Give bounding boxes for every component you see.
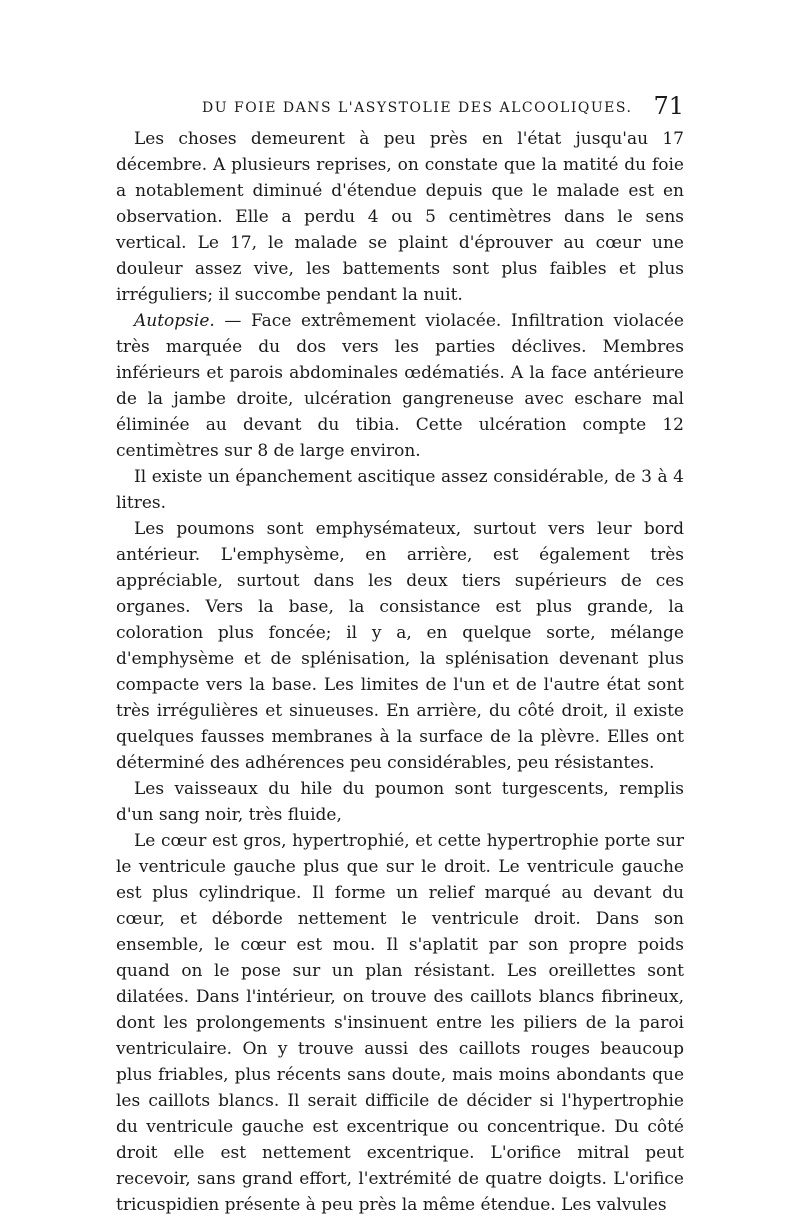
page-header — [116, 92, 684, 126]
paragraph-vaisseaux: Les vaisseaux du hile du poumon sont turgescents, remplis d'un sang noir, très fluide, — [116, 779, 684, 825]
autopsie-label: Autopsie. — [134, 311, 215, 331]
paragraph-coeur: Le cœur est gros, hypertrophié, et cette hypertrophie porte sur le ventricule gauche plus que sur le droit. Le ventricule gauche est plus cylindrique. Il forme un relief marqué au devant du cœur, et déborde nettement le ventricule droit. Dans son ensemble, le cœur est mou. Il s'aplatit par son propre poids quand on le pose sur un plan résistant. Les oreillettes sont dilatées. Dans l'intérieur, on trouve des caillots blancs fibrineux, dont les prolongements s'insinuent entre les piliers de la paroi ventriculaire. On y trouve aussi des caillots rouges beaucoup plus friables, plus récents sans doute, mais moins abondants que les caillots blancs. Il serait difficile de décider si l'hypertrophie du ventricule gauche est excentrique ou concentrique. Du côté droit elle est nettement excentrique. L'orifice mitral peut recevoir, sans grand effort, l'extrémité de quatre doigts. L'orifice tricuspidien présente à peu près la même étendue. Les valvules — [116, 831, 684, 1215]
paragraph-autopsie — [116, 308, 684, 464]
paragraph-observation: Les choses demeurent à peu près en l'état jusqu'au 17 décembre. A plusieurs reprises, on constate que la matité du foie a notablement diminué d'étendue depuis que le malade est en observation. Elle a perdu 4 ou 5 centimètres dans le sens vertical. Le 17, le malade se plaint d'éprouver au cœur une douleur assez vive, les battements sont plus faibles et plus irréguliers; il succombe pendant la nuit. — [116, 129, 684, 305]
running-title: DU FOIE DANS L'ASYSTOLIE DES ALCOOLIQUES. — [202, 100, 633, 116]
body-text — [116, 126, 684, 1218]
page-number: 71 — [653, 92, 684, 120]
book-page — [116, 92, 684, 1218]
autopsie-text: Face extrêmement violacée. Infiltration violacée très marquée du dos vers les parties déclives. Membres inférieurs et parois abdominales œdématiés. A la face antérieure de la jambe droite, ulcération gangreneuse avec eschare mal éliminée au devant du tibia. Cette ulcération compte 12 centimètres sur 8 de large environ. — [116, 311, 684, 461]
autopsie-dash: — — [214, 311, 252, 331]
paragraph-poumons: Les poumons sont emphysémateux, surtout vers leur bord antérieur. L'emphysème, en arrière, est également très appréciable, surtout dans les deux tiers supérieurs de ces organes. Vers la base, la consistance est plus grande, la coloration plus foncée; il y a, en quelque sorte, mélange d'emphysème et de splénisation, la splénisation devenant plus compacte vers la base. Les limites de l'un et de l'autre état sont très irrégulières et sinueuses. En arrière, du côté droit, il existe quelques fausses membranes à la surface de la plèvre. Elles ont déterminé des adhérences peu considérables, peu résistantes. — [116, 519, 684, 773]
paragraph-epanchement: Il existe un épanchement ascitique assez considérable, de 3 à 4 litres. — [116, 467, 684, 513]
